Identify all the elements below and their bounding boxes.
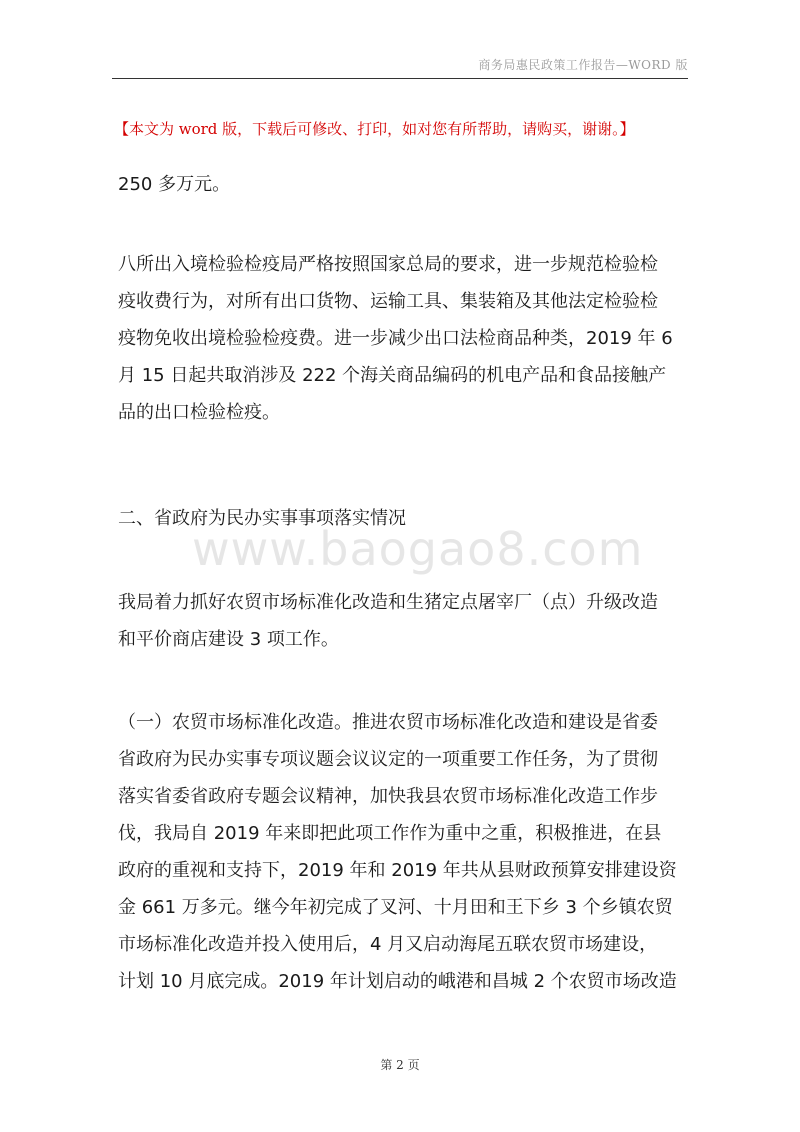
section-heading [118,500,684,537]
text-line: 金 661 万多元。继今年初完成了叉河、十月田和王下乡 3 个乡镇农贸 [118,897,673,918]
page-number: 第 2 页 [380,1058,420,1072]
text-line: 疫物免收出境检验检疫费。进一步减少出口法检商品种类，2019 年 6 [118,328,673,349]
watermark: www.baogao8.com [192,522,644,576]
text-line: 我局着力抓好农贸市场标准化改造和生猪定点屠宰厂（点）升级改造 [118,592,658,613]
paragraph-2 [118,246,684,431]
text-line: 和平价商店建设 3 项工作。 [118,629,339,650]
text-line: 八所出入境检验检疫局严格按照国家总局的要求，进一步规范检验检 [118,254,658,275]
paragraph-1 [118,166,684,203]
text-line: 落实省委省政府专题会议精神，加快我县农贸市场标准化改造工作步 [118,786,658,807]
text-line: 市场标准化改造并投入使用后，4 月又启动海尾五联农贸市场建设， [118,934,658,955]
text-line: 月 15 日起共取消涉及 222 个海关商品编码的机电产品和食品接触产 [118,365,667,386]
text-line: 疫收费行为，对所有出口货物、运输工具、集装箱及其他法定检验检 [118,291,658,312]
heading-line: 二、省政府为民办实事事项落实情况 [118,508,406,529]
text-line: 计划 10 月底完成。2019 年计划启动的峨港和昌城 2 个农贸市场改造 [118,971,677,992]
text-line: 伐，我局自 2019 年来即把此项工作作为重中之重，积极推进，在县 [118,823,662,844]
text-line: 250 多万元。 [118,174,231,195]
header-title: 商务局惠民政策工作报告—WORD 版 [478,58,688,72]
purchase-notice: 【本文为 word 版，下载后可修改、打印，如对您有所帮助，请购买，谢谢。】 [114,120,635,138]
text-line: 省政府为民办实事专项议题会议议定的一项重要工作任务，为了贯彻 [118,749,658,770]
paragraph-5 [118,704,684,1000]
header-divider [112,78,688,79]
paragraph-4 [118,584,684,658]
text-line: （一）农贸市场标准化改造。推进农贸市场标准化改造和建设是省委 [118,712,658,733]
text-line: 政府的重视和支持下，2019 年和 2019 年共从县财政预算安排建设资 [118,860,677,881]
text-line: 品的出口检验检疫。 [118,402,280,423]
